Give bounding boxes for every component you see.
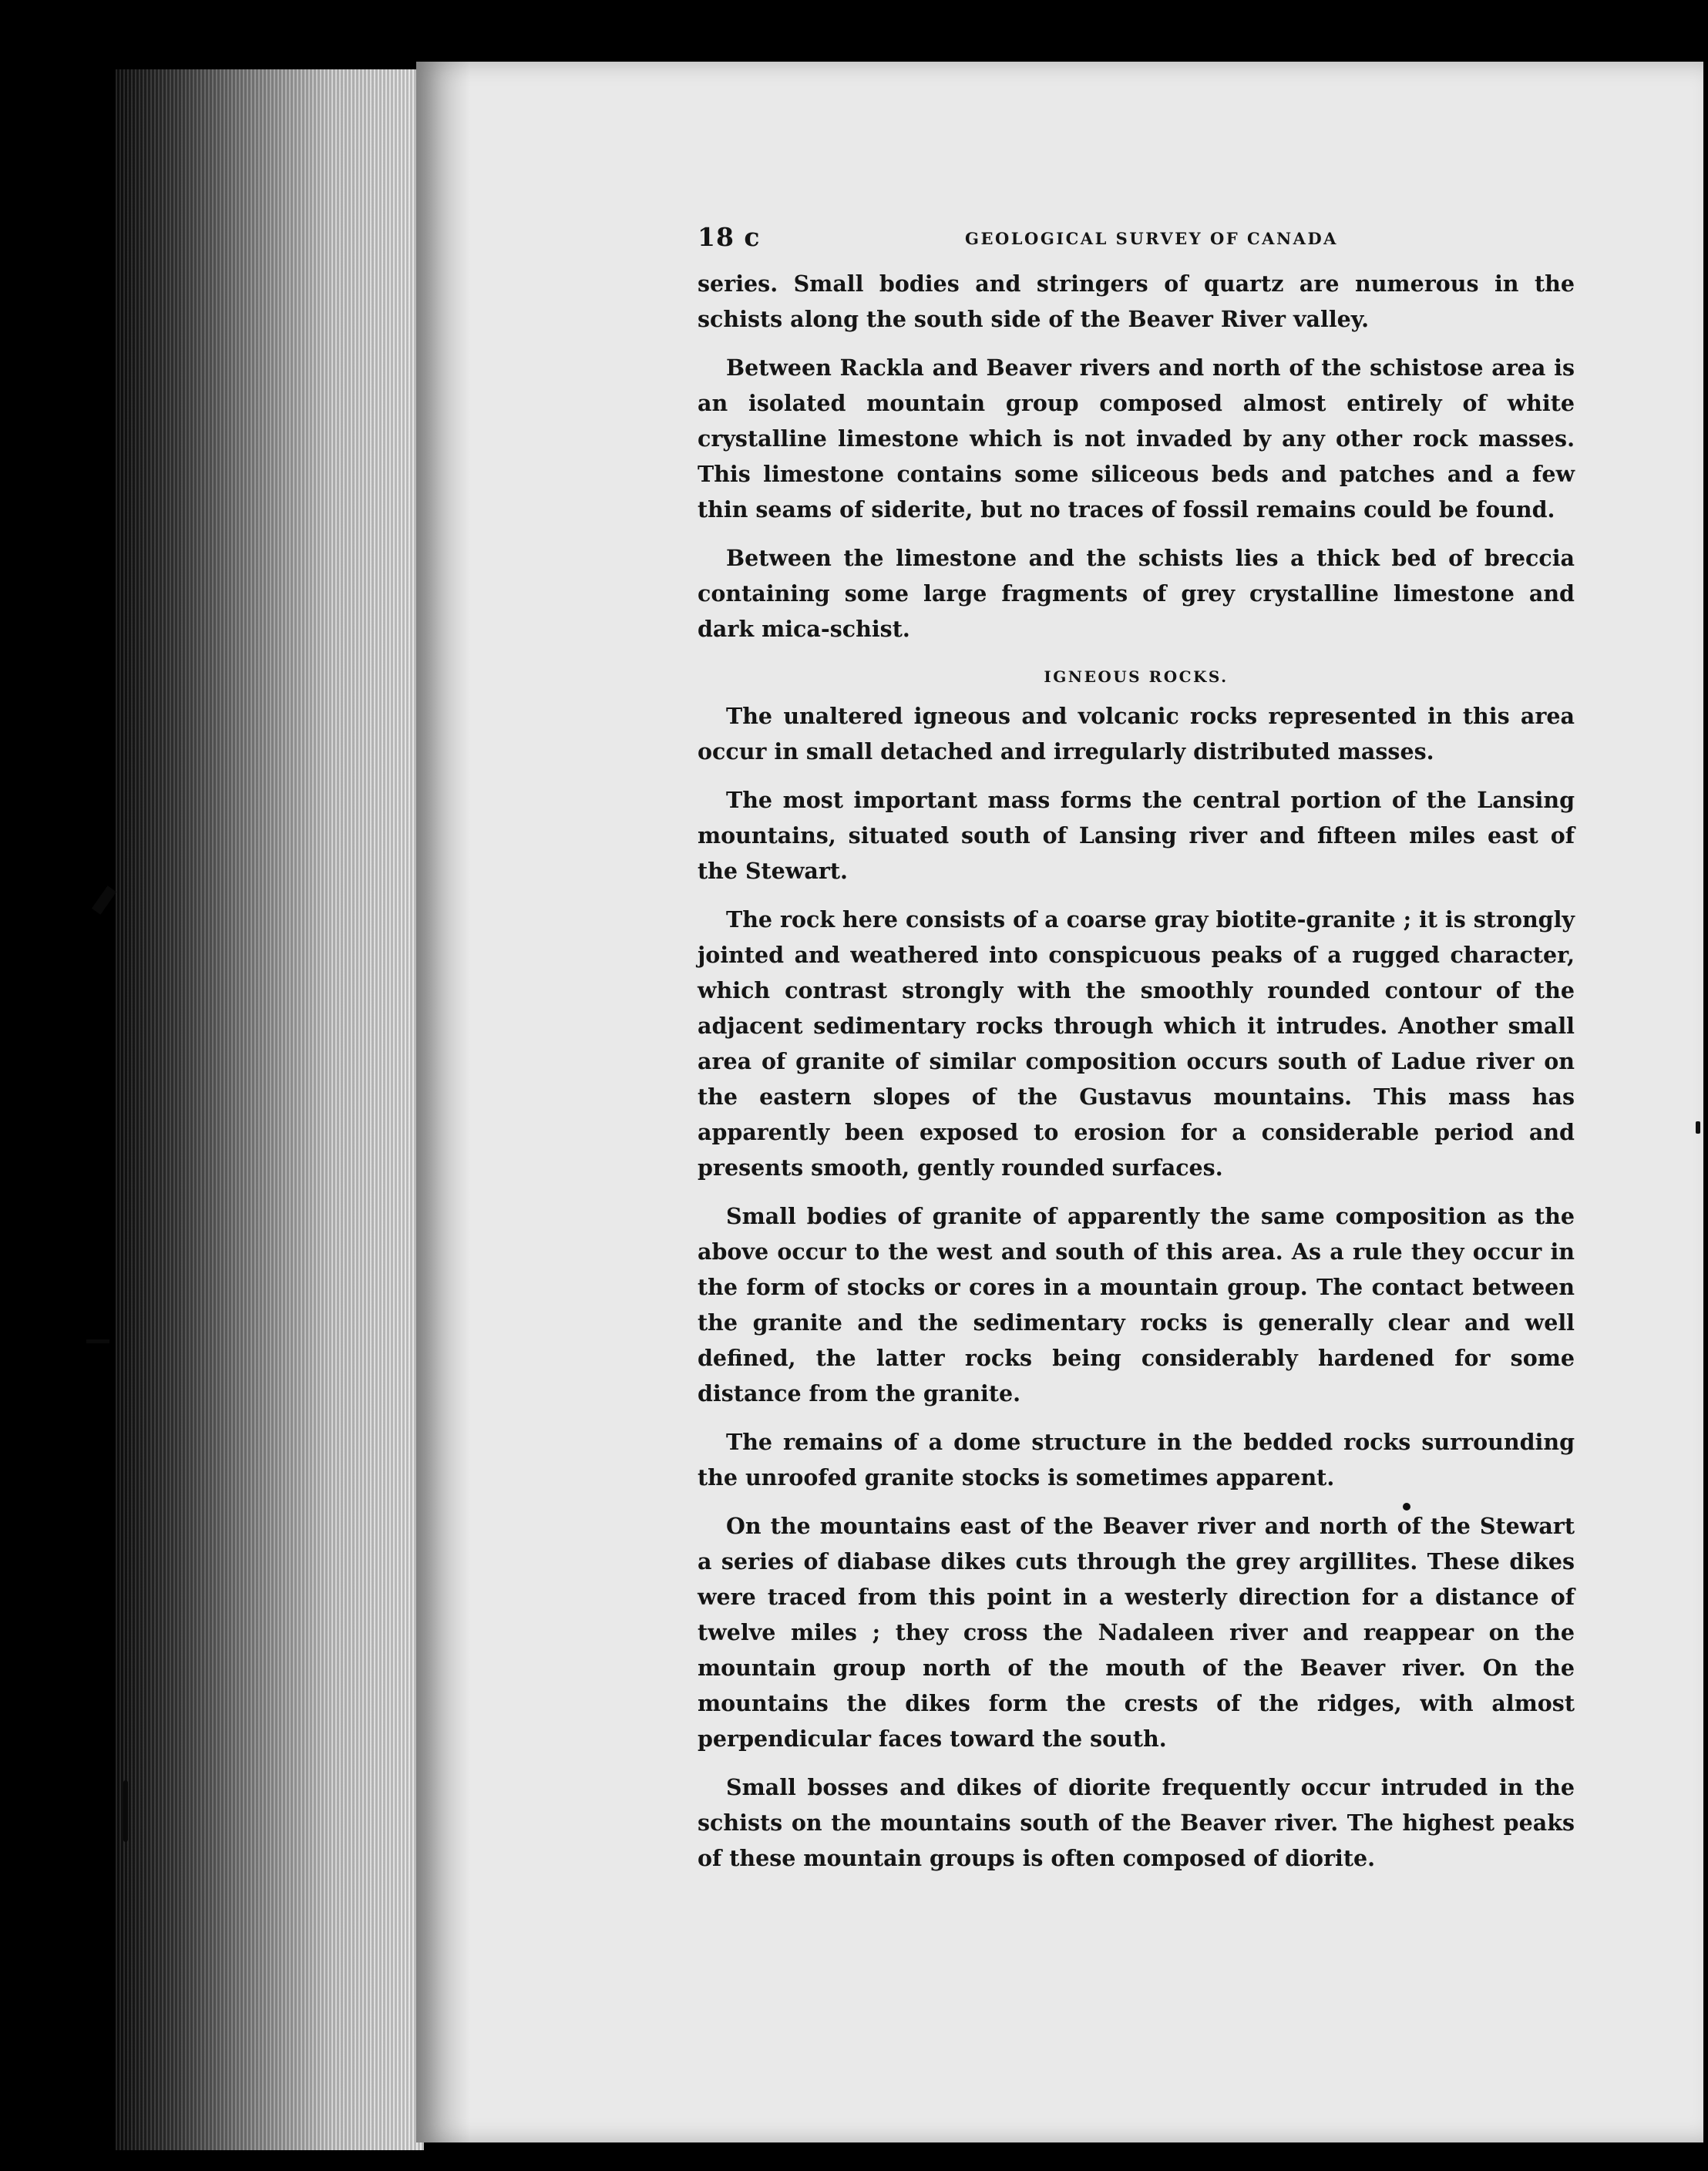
paragraph: The unaltered igneous and volcanic rocks represented in this area occur in small detached and irregularly distributed masses. <box>698 703 1575 765</box>
paragraph: Between the limestone and the schists lies a thick bed of breccia containing some large fragments of grey crystalline limestone and dark mica-schist. <box>698 545 1575 642</box>
edge-mark <box>92 886 116 915</box>
paragraph: The remains of a dome structure in the bedded rocks surrounding the unroofed granite stocks is sometimes apparent. <box>698 1429 1575 1490</box>
edge-mark <box>123 1780 128 1842</box>
page-text <box>698 220 1575 1889</box>
running-title: GEOLOGICAL SURVEY OF CANADA <box>965 229 1338 248</box>
ink-speck <box>1696 1121 1700 1134</box>
paragraph: Between Rackla and Beaver rivers and north of the schistose area is an isolated mountain group composed almost entirely of white crystalline limestone which is not invaded by any other rock masses. This limestone contains some siliceous beds and patches and a few thin seams of siderite, but no traces of fossil remains could be found. <box>698 355 1575 523</box>
paragraph: Small bosses and dikes of diorite frequently occur intruded in the schists on the mountains south of the Beaver river. The highest peaks of these mountain groups is often composed of diorite. <box>698 1774 1575 1871</box>
paragraph: The rock here consists of a coarse gray biotite-granite ; it is strongly jointed and weathered into conspicuous peaks of a rugged character, which contrast strongly with the smoothly rounded contour of the adjacent sedimentary rocks through which it intrudes. Another small area of granite of similar composition occurs south of Ladue river on the eastern slopes of the Gustavus mountains. This mass has apparently been exposed to erosion for a considerable period and presents smooth, gently rounded surfaces. <box>698 906 1575 1181</box>
book-page-edges <box>116 69 424 2150</box>
ink-speck <box>1403 1503 1410 1511</box>
page-number: 18 c <box>698 222 761 252</box>
paragraph: On the mountains east of the Beaver river and north of the Stewart a series of diabase dikes cuts through the grey argillites. These dikes were traced from this point in a westerly direction for a distance of twelve miles ; they cross the Nadaleen river and reappear on the mountain group north of the mouth of the Beaver river. On the mountains the dikes form the crests of the ridges, with almost perpendicular faces toward the south. <box>698 1513 1575 1752</box>
section-heading: IGNEOUS ROCKS. <box>1044 667 1229 686</box>
paragraph: series. Small bodies and stringers of quartz are numerous in the schists along the south side of the Beaver River valley. <box>698 271 1575 332</box>
running-header <box>698 220 1575 255</box>
edge-mark <box>86 1339 109 1343</box>
paragraph: Small bodies of granite of apparently the same composition as the above occur to the west and south of this area. As a rule they occur in the form of stocks or cores in a mountain group. The contact between the granite and the sedimentary rocks is generally clear and well defined, the latter rocks being considerably hardened for some distance from the granite. <box>698 1203 1575 1406</box>
gutter-shadow <box>416 62 470 2142</box>
paragraph: The most important mass forms the central portion of the Lansing mountains, situated south of Lansing river and fifteen miles east of the Stewart. <box>698 787 1575 884</box>
